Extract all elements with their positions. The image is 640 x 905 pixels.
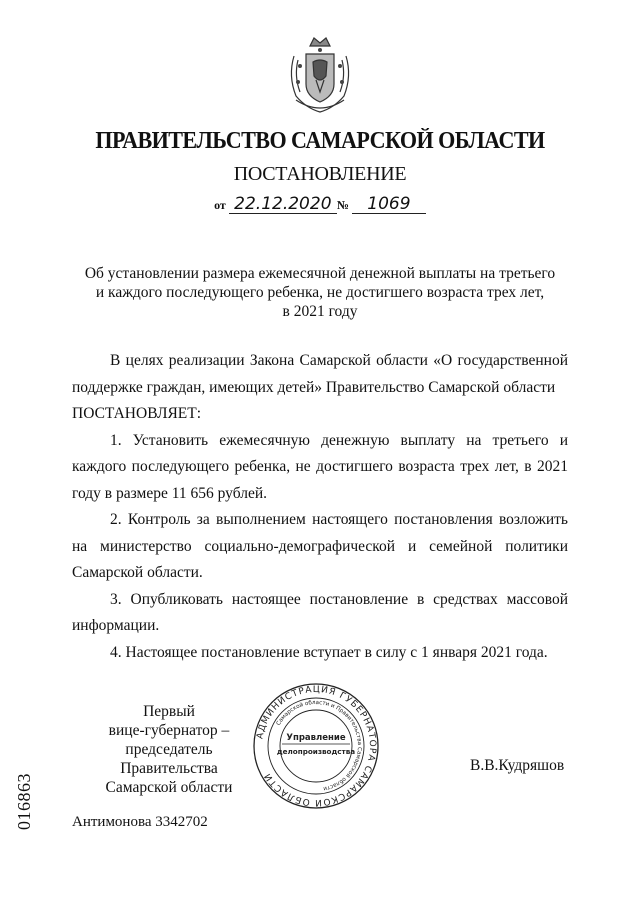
item-paragraph: 3. Опубликовать настоящее постановление в средствах массовой информации. bbox=[72, 590, 568, 634]
seal-outer-text: АДМИНИСТРАЦИЯ ГУБЕРНАТОРА САМАРСКОЙ ОБЛАСТИ bbox=[255, 684, 378, 808]
signer-name: В.В.Кудряшов bbox=[470, 757, 565, 774]
position-line: Самарской области bbox=[105, 779, 233, 796]
preamble-paragraph: В целях реализации Закона Самарской области «О государственной поддержке граждан, имеющих детей» Правительство Самарской области bbox=[72, 352, 568, 396]
document-code: 016863 bbox=[14, 773, 34, 830]
position-line: председатель Правительства bbox=[120, 741, 218, 777]
seal-center-line1: Управление bbox=[286, 733, 346, 743]
organization-title: ПРАВИТЕЛЬСТВО САМАРСКОЙ ОБЛАСТИ bbox=[95, 128, 545, 154]
seal-center-line2: делопроизводства bbox=[276, 747, 356, 756]
date-prefix: от bbox=[214, 198, 226, 212]
coat-of-arms-icon bbox=[286, 36, 354, 116]
seal-inner-text: Самарской области и Правительства Самарской области bbox=[275, 699, 363, 792]
document-type: ПОСТАНОВЛЕНИЕ bbox=[233, 163, 407, 185]
subject-line: и каждого последующего ребенка, не достигшего возраста трех лет, bbox=[95, 284, 545, 301]
item-paragraph: 4. Настоящее постановление вступает в силу с 1 января 2021 года. bbox=[110, 643, 548, 661]
performer-contact: Антимонова 3342702 bbox=[72, 814, 208, 830]
position-line: вице-губернатор – bbox=[108, 722, 230, 739]
item-paragraph: 1. Установить ежемесячную денежную выплату на третьего и каждого последующего ребенка, не достигшего возраста трех лет, в 2021 году в размере 11 656 рублей. bbox=[72, 431, 568, 502]
subject-line: Об установлении размера ежемесячной денежной выплаты на третьего bbox=[84, 265, 556, 282]
item-paragraph: 2. Контроль за выполнением настоящего постановления возложить на министерство социально-демографической и семейной политики Самарской области. bbox=[72, 511, 568, 581]
subject-line: в 2021 году bbox=[282, 303, 358, 320]
official-seal bbox=[252, 682, 380, 810]
svg-text:Самарской области и Правительс bbox=[276, 700, 362, 791]
document-body bbox=[72, 348, 568, 666]
document-subject bbox=[80, 264, 560, 321]
number-prefix: № bbox=[336, 198, 349, 212]
resolves-heading: ПОСТАНОВЛЯЕТ: bbox=[72, 405, 202, 422]
document-date-number bbox=[0, 195, 640, 214]
position-line: Первый bbox=[143, 703, 195, 720]
signatory-position bbox=[88, 702, 250, 797]
document-number: 1069 bbox=[352, 195, 426, 214]
document-date: 22.12.2020 bbox=[229, 195, 337, 214]
